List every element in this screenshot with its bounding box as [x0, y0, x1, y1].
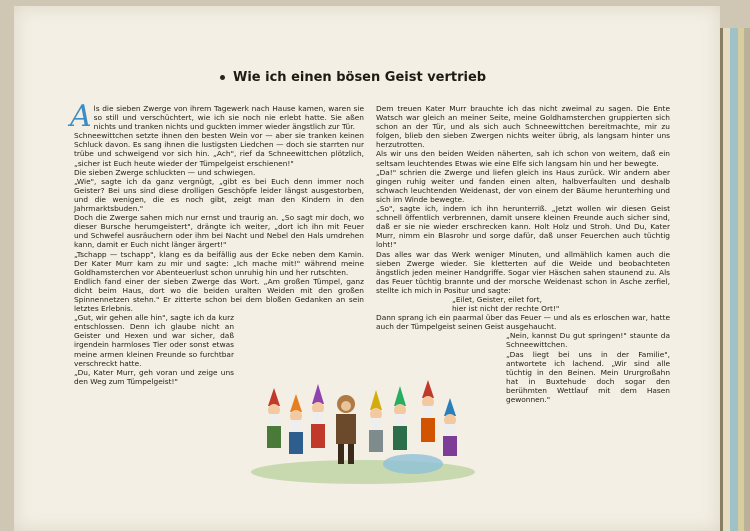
adjacent-page-edge [720, 28, 750, 531]
paragraph: Doch die Zwerge sahen mich nur ernst und traurig an. „So sagt mir doch, wo dieser Bursche herumgeistert", drängte ich weiter, „dort ich ihn mit Feuer und Schwefel ausräuchern oder ihm bei Nacht und Nebel den Hals umdrehen kann, damit er Euch nicht länger ärgert!" [74, 213, 364, 250]
right-column [376, 104, 670, 404]
dwarf [267, 388, 281, 448]
paragraph: „Wie", sagte ich da ganz vergnügt, „gibt es bei Euch denn immer noch Geister? Bei uns sind diese drolligen Geschöpfe leider längst ausgestorben, und die wenigen, die es noch gibt, zeigt man den Kindern in den Jahrmarktsbuden." [74, 176, 364, 214]
dwarf [393, 386, 407, 450]
pond [383, 454, 443, 474]
paragraph: Dem treuen Kater Murr brauchte ich das nicht zweimal zu sagen. Die Ente Watsch war gleich an meiner Seite, meine Goldhamsterchen gruppierten sich schon an der Tür, und als sich auch Schneewittchen bereitmachte, mir zu folgen, blieb den sieben Zwergen nichts weiter übrig, als langsam hinter uns herzutrotten. [376, 104, 670, 150]
poem-line: hier ist nicht der rechte Ort!" [452, 304, 560, 314]
left-column [70, 99, 364, 386]
paragraph: „Das liegt bei uns in der Familie", antwortete ich lachend. „Wir sind alle tüchtig in den Beinen. Mein Ururgroßahn hat in Buxtehude doch sogar den berühmten Wettlauf mit dem Hasen gewonnen." [506, 349, 670, 404]
paragraph: Als wir uns den beiden Weiden näherten, sah ich schon von weitem, daß ein seltsam leuchtendes Etwas wie eine Elfe sich langsam hin und her bewegte. [376, 149, 670, 168]
dwarf [421, 380, 435, 442]
paragraph: „Da!" schrien die Zwerge und liefen gleich ins Haus zurück. Wir andern aber gingen ruhig weiter und fanden einen alten, halbverfaulten und deshalb schwach leuchtenden Weidenast, der von einem der Bäume herunterhing und sich im Winde bewegte. [376, 167, 670, 204]
title-bullet-icon [220, 75, 225, 80]
dwarf [311, 384, 325, 448]
paragraph: „Tschapp — tschapp", klang es da beifällig aus der Ecke neben dem Kamin. Der Kater Murr kam zu mir und sagte: „Ich mache mit!" während meine Goldhamsterchen vor Abenteuerlust schon unruhig hin und her rutschten. [74, 249, 364, 277]
drop-cap: A [70, 99, 92, 134]
paragraph: „So", sagte ich, indem ich ihn herunterriß. „Jetzt wollen wir diesen Geist schnell öffentlich verbrennen, damit unsere kleinen Freunde auch sicher sind, daß er sie nie wieder erschrecken kann. Holt Holz und Stroh. Und Du, Kater Murr, nimm ein Blasrohr und sorge dafür, daß unser Feuerchen auch tüchtig loht!" [376, 204, 670, 250]
paragraph: Die sieben Zwerge schluckten — und schwiegen. [74, 167, 256, 177]
paragraph: „Gut, wir gehen alle hin", sagte ich da kurz entschlossen. Denn ich glaube nicht an Geister und Hexen und war sicher, daß irgendein harmloses Tier oder sonst etwas meine armen kleinen Freunde so furchtbar verschreckt hatte. [74, 313, 234, 368]
dwarf [369, 390, 383, 452]
paragraph: „Nein, kannst Du gut springen!" staunte da Schneewittchen. [506, 331, 670, 350]
paragraph: Dann sprang ich ein paarmal über das Feuer — und als es erloschen war, hatte auch der Tümpelgeist seinen Geist ausgehaucht. [376, 313, 670, 332]
paragraph: Schneewittchen setzte ihnen den besten Wein vor — aber sie tranken keinen Schluck davon. Es sang ihnen die lustigsten Liedchen — doch sie starrten nur trübe und schweigend vor sich hin. „Ach", rief da Schneewittchen plötzlich, „sicher ist Euch heute wieder der Tümpelgeist erschienen!" [74, 131, 364, 168]
paragraph: Als die sieben Zwerge von ihrem Tagewerk nach Hause kamen, waren sie so still und verschüchtert, wie ich sie noch nie erlebt hatte. Sie aßen nichts und tranken nichts und guckten immer wieder ängstlich zur Tür. [70, 99, 364, 134]
dwarf [289, 394, 303, 454]
paragraph: „Du, Kater Murr, geh voran und zeige uns den Weg zum Tümpelgeist!" [74, 367, 234, 386]
poem-line: „Eilet, Geister, eilet fort, [452, 294, 542, 304]
dwarf [443, 398, 457, 456]
dwarves-illustration [238, 376, 476, 488]
page-title [220, 70, 540, 85]
hamster-character [336, 395, 356, 464]
title-text: Wie ich einen bösen Geist vertrieb [233, 70, 487, 85]
paragraph: Das alles war das Werk weniger Minuten, und allmählich kamen auch die sieben Zwerge wieder. Sie kletterten auf die Weide und beobachteten ängstlich jeden meiner Handgriffe. Sogar vier Häschen sahen staunend zu. Als das Feuer tüchtig brannte und der morsche Weidenast schon in Asche zerfiel, stellte ich mich in Positur und sagte: [376, 249, 670, 295]
paragraph: Endlich fand einer der sieben Zwerge das Wort. „Am großen Tümpel, ganz dicht beim Haus, dort wo die beiden uralten Weiden mit den großen Spinnennetzen stehn." Er zitterte schon bei dem bloßen Gedanken an sein letztes Erlebnis. [74, 276, 364, 314]
